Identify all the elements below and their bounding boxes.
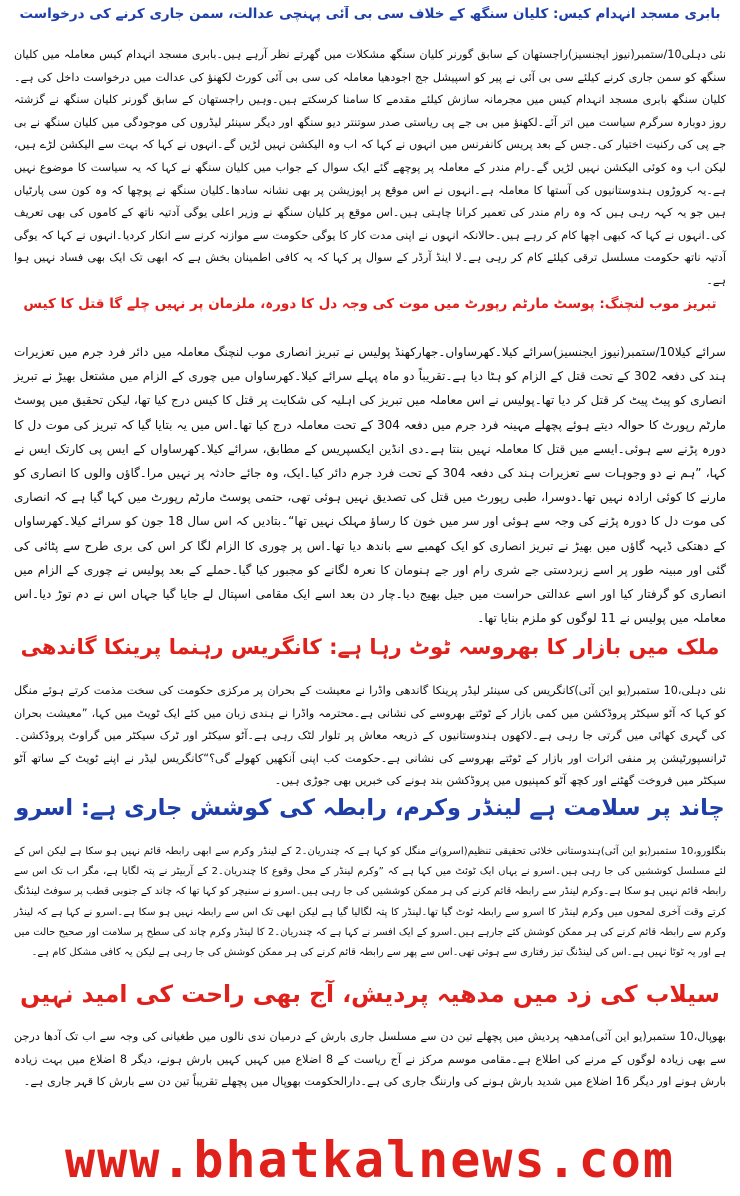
article-body: بھوپال،10 ستمبر(یو این آئی)مدھیہ پردیش میں پچھلے تین دن سے مسلسل جاری بارش کے درمیان ندی نالوں میں طغیانی کی وجہ سے اب تک آدھا درجن سے بھی زیادہ لوگوں کے مرنے کی اطلاع ہے۔مقامی موسم مرکز نے آج ریاست کے 8 اضلاع میں کہیں کہیں بارش ہونے، دیگر 8 اضلاع میں بہت زیادہ بارش ہونے اور دیگر 16 اضلاع میں شدید بارش ہونے کی وارننگ جاری کی ہے۔دارالحکومت بھوپال میں پچھلے تقریباً تین دن سے بارش کا قہر جاری ہے۔ [14, 1030, 727, 1089]
article-body: سرائے کیلا10/ستمبر(نیوز ایجنسیز)سرائے کیلا۔کھرساواں۔جھارکھنڈ پولیس نے تبریز انصاری موب لنچنگ معاملہ میں دائر فرد جرم میں تعزیرات ہند کی دفعہ 302 کے تحت قتل کے الزام کو ہٹا دیا ہے۔تقریباً دو ماہ پہلے سرائے کیلا۔کھرساواں میں چوری کے الزام میں مشتعل بھیڑ نے تبریز انصاری کو پیٹ پیٹ کر قتل کر دیا تھا۔پولیس نے اس معاملہ میں تبریز کی اہلیہ کی شکایت پر قتل کا کیس درج کیا تھا، لیکن تحقیق میں پوسٹ مارٹم رپورٹ کا حوالہ دیتے ہوئے پچھلے مہینہ فرد جرم میں دفعہ 304 کے تحت معاملہ درج کیا تھا۔اس میں یہ بتایا گیا کہ تبریز کی موت دل کا دورہ پڑنے سے ہوئی۔ایسے میں قتل کا معاملہ نہیں بنتا ہے۔دی انڈین ایکسپریس کے مطابق، سرائے کیلا۔کھرساواں کے ایس پی کارتک ایس نے کہا، ”ہم نے دو وجوہات سے تعزیرات ہند کی دفعہ 304 کے تحت فرد جرم دائر کیا۔ایک، وہ جائے حادثہ پر نہیں مرا۔گاؤں والوں کا انصاری کو مارنے کا کوئی ارادہ نہیں تھا۔دوسرا، طبی رپورٹ میں قتل کی تصدیق نہیں ہوئی تھی، حتمی پوسٹ مارٹم رپورٹ میں کہا گیا ہے کہ انصاری کی موت دل کا دورہ پڑنے کی وجہ سے ہوئی اور سر میں خون کا رساؤ مہلک نہیں تھا“۔بتادیں کہ اس سال 18 جون کو سرائے کیلا۔کھرساواں کے دھتکی ڈیہہ گاؤں میں بھیڑ نے تبریز انصاری کو ایک کھمبے سے باندھ دیا تھا۔اس پر چوری کا الزام لگا کر اس کی بری طرح سے پٹائی کی گئی اور مبینہ طور پر اسے زبردستی جے شری رام اور جے ہنومان کا نعرہ لگانے کو مجبور کیا گیا۔حملے کے بعد پولیس نے چوری کے الزام میں انصاری کو گرفتار کیا اور اسے عدالتی حراست میں جیل بھیج دیا۔چار دن بعد اسے ایک مقامی اسپتال لے جایا گیا جہاں اس نے دم توڑ دیا۔اس معاملہ میں پولیس نے 11 لوگوں کو ملزم بنایا تھا۔ [14, 345, 726, 626]
article-headline: سیلاب کی زد میں مدھیہ پردیش، آج بھی راحت کی امید نہیں [20, 980, 720, 1008]
article-headline: ملک میں بازار کا بھروسہ ٹوٹ رہا ہے: کانگریس رہنما پرینکا گاندھی [20, 635, 720, 659]
article-isro-lander-vikram [14, 794, 726, 980]
article-headline: بابری مسجد انہدام کیس: کلیان سنگھ کے خلاف سی بی آئی پہنچی عدالت، سمن جاری کرنے کی درخواست [19, 6, 721, 22]
article-body: نئی دہلی،10 ستمبر(یو این آئی)کانگریس کی سینئر لیڈر پرینکا گاندھی واڈرا نے معیشت کے بحران پر مرکزی حکومت کی سخت مذمت کرتے ہوئے منگل کو کہا کہ آٹو سیکٹر پروڈکشن میں کمی بازار کے ٹوٹتے بھروسے کی نشانی ہے۔محترمہ واڈرا نے ہندی زبان میں کئے ایک ٹویٹ میں کہا، ”معیشت بحران کی گہری کھائی میں گرتی جا رہی ہے۔لاکھوں ہندوستانیوں کے ذریعہ معاش پر تلوار لٹک رہی ہے۔آٹو سیکٹر اور ٹرک سیکٹر میں گراوٹ پروڈکشن۔ٹرانسپورٹیشن پر منفی اثرات اور بازار کے ٹوٹتے بھروسے کی نشانی ہے۔حکومت کب اپنی آنکھیں کھولے گی؟“کانگریس لیڈر نے اپنے ٹویٹ کے ساتھ آٹو سیکٹر میں فروخت گھٹنے اور کچھ آٹو کمپنیوں میں پروڈکشن بند ہونے کی خبریں بھی جوڑی ہیں۔ [14, 684, 727, 788]
article-babri-masjid-case [14, 6, 726, 296]
article-headline: چاند پر سلامت ہے لینڈر وکرم، رابطہ کی کوشش جاری ہے: اسرو [15, 795, 725, 821]
article-priyanka-gandhi-market [14, 634, 726, 794]
article-headline: تبریز موب لنچنگ: پوسٹ مارٹم رپورٹ میں موت کی وجہ دل کا دورہ، ملزمان پر نہیں چلے گا قتل کا کیس [23, 296, 717, 312]
article-body: نئی دہلی10/ستمبر(نیوز ایجنسیز)راجستھان کے سابق گورنر کلیان سنگھ مشکلات میں گھرتے نظر آرہے ہیں۔بابری مسجد انہدام کیس معاملہ میں کلیان سنگھ کو سمن جاری کرنے کیلئے سی بی آئی نے پیر کو اسپیشل جج اجودھیا معاملہ کی سی بی آئی کورٹ لکھنؤ کی عدالت میں درخواست داخل کی ہے۔کلیان سنگھ بابری مسجد انہدام کیس میں مجرمانہ سازش کیلئے مقدمے کا سامنا کرسکتے ہیں۔وہیں راجستھان کے سابق گورنر کلیان سنگھ نے گزشتہ روز دوبارہ سرگرم سیاست میں اتر آئے۔لکھنؤ میں بی جے پی ریاستی صدر سوتنتر دیو سنگھ اور دیگر سینئر لیڈروں کی موجودگی میں کلیان سنگھ نے بی جے پی کی رکنیت اختیار کی۔جس کے بعد پریس کانفرنس میں انہوں نے کہا کہ اب وہ الیکشن نہیں لڑیں گے۔انہوں نے کہا کہ بہت سے الیکشن لڑے ہیں، لیکن اب وہ کوئی الیکشن نہیں لڑیں گے۔رام مندر کے معاملہ پر پوچھے گئے ایک سوال کے جواب میں کلیان سنگھ نے کہا کہ یہ سیاست کا موضوع نہیں ہے۔یہ کروڑوں ہندوستانیوں کی آستھا کا معاملہ ہے۔انہوں نے اس موقع پر اپوزیشن پر بھی نشانہ سادھا۔کلیان سنگھ نے پوچھا کہ وہ کون سی پارٹیاں ہیں جو یہ کہہ رہی ہیں کہ وہ رام مندر کی تعمیر کرانا چاہتی ہیں۔اس موقع پر کلیان سنگھ نے وزیر اعلی یوگی آدتیہ ناتھ کے کاموں کی بھی تعریف کی۔انہوں نے کہا کہ کبھی اچھا کام کر رہے ہیں۔حالانکہ انہوں نے اپنی مدت کار کا یوگی حکومت سے موازنہ کرنے سے انکار کردیا۔انہوں نے کہا کہ یوگی آدتیہ ناتھ حکومت مسلسل ترقی کیلئے کام کر رہی ہے۔لا اینڈ آرڈر کے سوال پر کہا کہ یہ کافی اطمینان بخش ہے کہ ابھی تک ایک بھی فساد نہیں ہوا ہے۔ [14, 48, 726, 287]
article-body: بنگلورو،10 ستمبر(یو این آئی)ہندوستانی خلائی تحقیقی تنظیم(اسرو)نے منگل کو کہا ہے کہ چندریان۔2 کے لینڈر وکرم سے ابھی رابطہ قائم نہیں ہو سکا ہے لیکن اس کے لئے مسلسل کوششیں کی جا رہی ہیں۔اسرو نے یہاں ایک ٹوئٹ میں کہا ہے کہ ”وکرم لینڈر کے محل وقوع کا چندریان۔2 کے آربیٹر نے پتہ لگایا ہے، مگر اب تک اس سے رابطہ قائم نہیں ہو سکا ہے۔وکرم لینڈر سے رابطہ قائم کرنے کی ہر ممکن کوششیں کی جا رہی ہیں۔اسرو نے سنیچر کو کہا تھا کہ چاند کے جنوبی قطب پر سوفٹ لینڈنگ کرتے وقت آخری لمحوں میں وکرم لینڈر کا اسرو سے رابطہ ٹوٹ گیا تھا۔لینڈر کا پتہ لگالیا گیا ہے لیکن ابھی تک اس سے رابطہ نہیں ہو سکا ہے۔اسرو نے کہا ہے کہ لینڈر وکرم سے رابطہ قائم کرنے کی ہر ممکن کوشش کئے جارہے ہیں۔اسرو کے ایک افسر نے کہا ہے کہ چندریان۔2 کا لینڈر وکرم چاند کی سطح پر سلامت اور صحیح حالت میں ہے اور یہ ٹوٹا نہیں ہے۔اس کی لینڈنگ تیز رفتاری سے ہوئی تھی۔اس سے پھر سے رابطہ قائم کرنے کی ہر ممکن کوشش کی جا رہی ہے لیکن یہ کافی مشکل کام ہے۔ [14, 846, 726, 959]
article-tabrez-mob-lynching [14, 296, 726, 634]
article-madhya-pradesh-flood [14, 980, 726, 1108]
footer-website-url: www.bhatkalnews.com [65, 1131, 675, 1189]
